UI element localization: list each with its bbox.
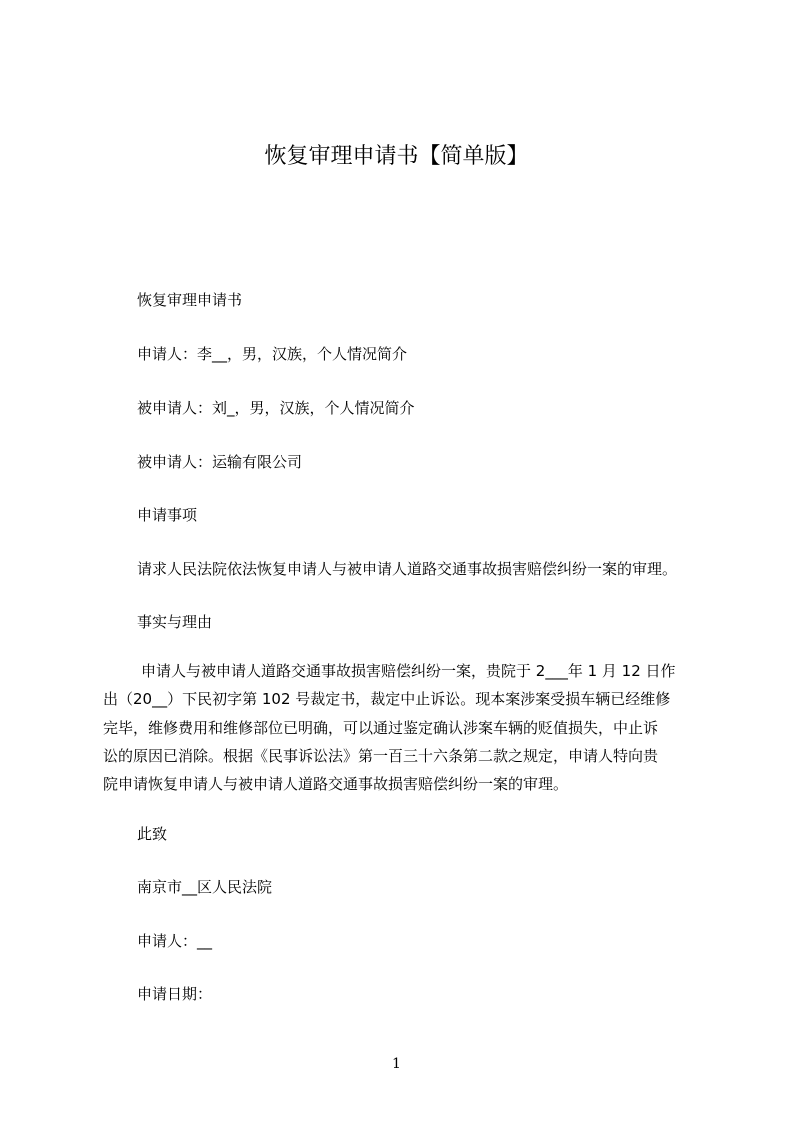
document-heading: 恢复审理申请书 bbox=[137, 291, 243, 309]
facts-line-4: 讼的原因已消除。根据《民事诉讼法》第一百三十六条第二款之规定，申请人特向贵 bbox=[103, 747, 659, 765]
respondent-line-2: 被申请人：运输有限公司 bbox=[137, 453, 303, 471]
date-line: 申请日期： bbox=[137, 985, 213, 1003]
facts-line-2: 出（20__）下民初字第 102 号裁定书，裁定中止诉讼。现本案涉案受损车辆已经维修 bbox=[103, 690, 671, 708]
facts-line-3: 完毕，维修费用和维修部位已明确，可以通过鉴定确认涉案车辆的贬值损失，中止诉 bbox=[103, 719, 659, 737]
closing-line: 此致 bbox=[137, 825, 168, 843]
document-title: 恢复审理申请书【简单版】 bbox=[264, 144, 529, 169]
signature-line: 申请人：__ bbox=[137, 932, 213, 950]
facts-paragraph bbox=[103, 660, 715, 793]
facts-heading: 事实与理由 bbox=[137, 613, 213, 631]
respondent-line-1: 被申请人：刘_，男，汉族，个人情况简介 bbox=[137, 399, 415, 417]
request-body: 请求人民法院依法恢复申请人与被申请人道路交通事故损害赔偿纠纷一案的审理。 bbox=[137, 560, 678, 578]
court-line: 南京市__区人民法院 bbox=[137, 878, 273, 896]
facts-line-1: 申请人与被申请人道路交通事故损害赔偿纠纷一案，贵院于 2___年 1 月 12 日作 bbox=[141, 662, 676, 680]
facts-line-5: 院申请恢复申请人与被申请人道路交通事故损害赔偿纠纷一案的审理。 bbox=[103, 775, 569, 793]
request-heading: 申请事项 bbox=[137, 506, 198, 524]
applicant-line: 申请人：李__，男，汉族，个人情况简介 bbox=[137, 345, 408, 363]
page-number: 1 bbox=[392, 1056, 401, 1072]
